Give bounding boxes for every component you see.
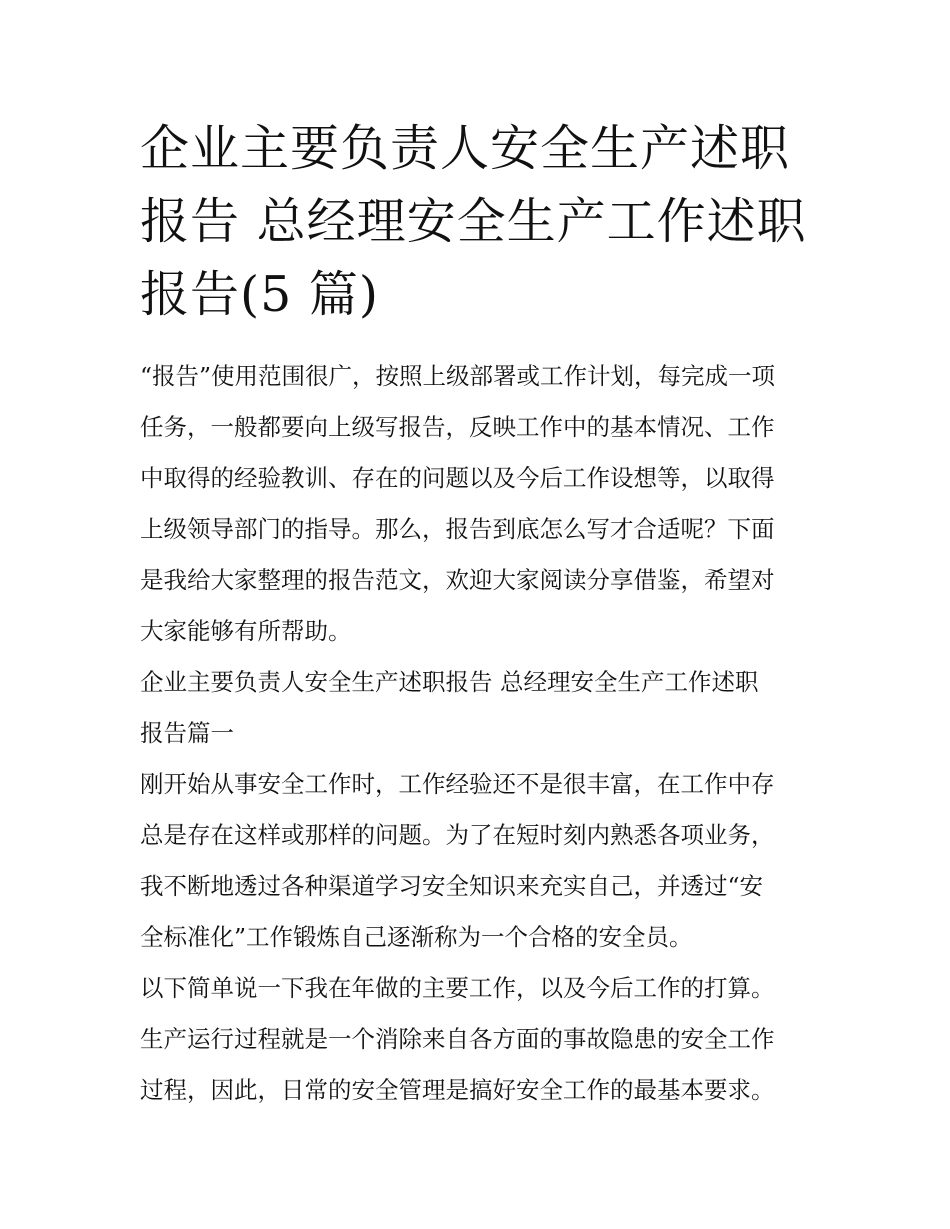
text-line: 报告篇一 <box>140 719 234 747</box>
text-line: 中取得的经验教训、存在的问题以及今后工作设想等，以取得 <box>140 464 775 492</box>
body-paragraph <box>140 1014 820 1116</box>
text-line: 是我给大家整理的报告范文，欢迎大家阅读分享借鉴，希望对 <box>140 566 775 594</box>
body-paragraph <box>140 759 820 963</box>
text-line: 生产运行过程就是一个消除来自各方面的事故隐患的安全工作 <box>140 1025 775 1053</box>
intro-paragraph <box>140 351 820 657</box>
title-line-3: 报告(5 篇) <box>140 266 379 323</box>
text-line: 大家能够有所帮助。 <box>140 617 352 645</box>
text-line: “报告”使用范围很广，按照上级部署或工作计划，每完成一项 <box>140 362 776 390</box>
text-line: 任务，一般都要向上级写报告，反映工作中的基本情况、工作 <box>140 413 775 441</box>
text-line: 企业主要负责人安全生产述职报告 总经理安全生产工作述职 <box>140 668 759 696</box>
text-line: 我不断地透过各种渠道学习安全知识来充实自己，并透过“安 <box>140 872 764 900</box>
document-page <box>140 112 820 1116</box>
text-line: 全标准化”工作锻炼自己逐渐称为一个合格的安全员。 <box>140 923 693 951</box>
title-line-2: 报告 总经理安全生产工作述职 <box>140 193 807 250</box>
text-line: 过程，因此，日常的安全管理是搞好安全工作的最基本要求。 <box>140 1076 775 1104</box>
title-line-1: 企业主要负责人安全生产述职 <box>140 120 791 177</box>
text-line: 总是存在这样或那样的问题。为了在短时刻内熟悉各项业务， <box>140 821 775 849</box>
document-title <box>140 112 820 331</box>
document-body <box>140 351 820 1116</box>
text-line: 刚开始从事安全工作时，工作经验还不是很丰富，在工作中存 <box>140 770 775 798</box>
text-line: 上级领导部门的指导。那么，报告到底怎么写才合适呢？下面 <box>140 515 775 543</box>
text-line: 以下简单说一下我在年做的主要工作，以及今后工作的打算。 <box>140 974 775 1002</box>
body-paragraph <box>140 963 820 1014</box>
section-heading <box>140 657 820 759</box>
